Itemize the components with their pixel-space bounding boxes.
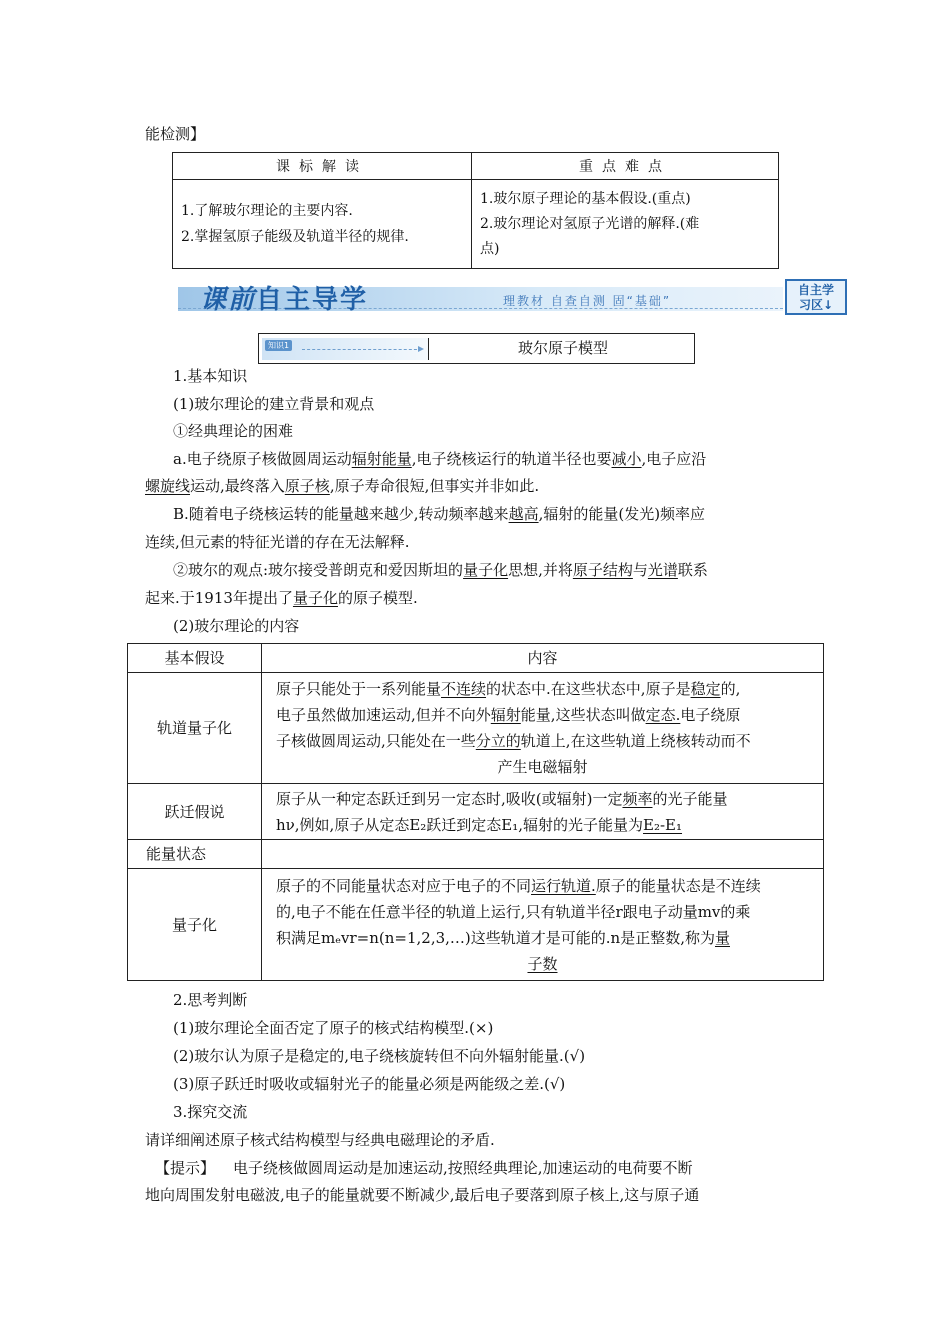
knowledge-tag [262, 338, 429, 360]
text: 的, [720, 680, 741, 698]
text: 思想,并将 [508, 561, 573, 579]
banner-title-a: 课前 [200, 285, 257, 315]
text: 电子绕原 [680, 706, 741, 724]
text: 的原子模型. [337, 589, 418, 607]
text: ,电子绕核运行的轨道半径也要 [411, 450, 612, 468]
text: 的光子能量 [652, 789, 728, 808]
row-name-energy-state: 能量状态 [128, 840, 262, 869]
hint-label: 【提示】 [155, 1159, 216, 1177]
text: ,电子应沿 [641, 450, 707, 468]
paragraph-c-line1 [173, 560, 843, 580]
hint-line2: 地向周围发射电磁波,电子的能量就要不断减少,最后电子要落到原子核上,这与原子通 [145, 1186, 700, 1204]
fill-blank: 量 [714, 928, 730, 947]
knowledge-title: 玻尔原子模型 [517, 339, 608, 357]
goals-right-item: 2.玻尔理论对氢原子光谱的解释.(难 [480, 215, 700, 232]
text: 子核做圆周运动,只能处在一些 [276, 732, 476, 750]
text: 原子从一种定态跃迁到另一定态时,吸收(或辐射)一定 [276, 789, 623, 808]
row-name-transition: 跃迁假说 [128, 784, 262, 840]
fill-blank: 量子化 [292, 589, 338, 607]
text: ,辐射的能量(发光)频率应 [538, 505, 706, 523]
banner-subtitle: 理教材 自查自测 固“基础” [503, 294, 672, 308]
hint-line1 [155, 1158, 825, 1178]
section-banner [178, 277, 850, 317]
text: 原子的能量状态是不连续 [595, 876, 761, 895]
fill-blank: E₂-E₁ [643, 815, 683, 834]
text: 能量,这些状态叫做 [520, 706, 646, 724]
judgment-item: (2)玻尔认为原子是稳定的,电子绕核旋转但不向外辐射能量.(√) [173, 1047, 586, 1065]
row-content-quantization [262, 869, 824, 981]
knowledge-point-box [258, 333, 695, 364]
fill-blank: 辐射 [490, 706, 521, 724]
goals-right-item: 点) [480, 240, 500, 257]
row-content-empty [262, 840, 824, 869]
badge-line1: 自主学 [797, 283, 834, 297]
text: 的状态中.在这些状态中,原子是 [486, 680, 691, 698]
text: 运动,最终落入 [190, 477, 285, 495]
heading-judgment: 2.思考判断 [173, 991, 248, 1009]
heading-theory-content: (2)玻尔理论的内容 [173, 617, 300, 635]
text: ,原子寿命很短,但事实并非如此. [329, 477, 540, 495]
heading-basic-knowledge: 1.基本知识 [173, 367, 248, 385]
section-tail-label: 能检测】 [145, 125, 206, 143]
row-content-transition [262, 784, 824, 840]
fill-blank: 分立的 [475, 732, 521, 750]
content-line [276, 873, 809, 899]
course-goals-table [172, 152, 779, 269]
judgment-item: (1)玻尔理论全面否定了原子的核式结构模型.(×) [173, 1019, 494, 1037]
paragraph-c-line2 [145, 588, 815, 608]
content-line [276, 702, 809, 728]
paragraph-a-line2 [145, 476, 815, 496]
text: 电子绕核做圆周运动是加速运动,按照经典理论,加速运动的电荷要不断 [233, 1159, 693, 1177]
content-line [276, 728, 809, 754]
text: 与 [632, 561, 648, 579]
goals-left-item: 2.掌握氢原子能级及轨道半径的规律. [181, 229, 409, 245]
content-line [276, 951, 809, 977]
fill-blank: 原子结构 [572, 561, 633, 579]
goals-left-cell [173, 180, 472, 269]
col-head-content: 内容 [262, 644, 824, 673]
fill-blank: 定态. [645, 706, 681, 724]
text: hν,例如,原子从定态E₂跃迁到定态E₁,辐射的光子能量为 [276, 815, 644, 834]
judgment-item: (3)原子跃迁时吸收或辐射光子的能量必须是两能级之差.(√) [173, 1075, 566, 1093]
text: 积满足mₑvr=n(n=1,2,3,…)这些轨道才是可能的.n是正整数,称为 [276, 928, 715, 947]
self-study-badge[interactable] [785, 279, 847, 315]
text: 轨道上,在这些轨道上绕核转动而不 [520, 732, 751, 750]
col-head-assumption: 基本假设 [128, 644, 262, 673]
text: B.随着电子绕核运转的能量越来越少,转动频率越来 [173, 505, 509, 523]
content-line [276, 676, 809, 702]
fill-blank: 量子化 [463, 561, 509, 579]
fill-blank: 螺旋线 [145, 477, 191, 495]
row-name-quantization: 量子化 [128, 869, 262, 981]
goals-left-item: 1.了解玻尔理论的主要内容. [181, 203, 353, 219]
text: a.电子绕原子核做圆周运动 [173, 450, 352, 468]
row-name-orbit: 轨道量子化 [128, 673, 262, 784]
row-content-orbit [262, 673, 824, 784]
text: 原子只能处于一系列能量 [276, 680, 442, 698]
knowledge-tag-label: 知识1 [265, 340, 292, 351]
goals-head-right: 重点难点 [472, 153, 779, 180]
text: 联系 [677, 561, 708, 579]
heading-background: (1)玻尔理论的建立背景和观点 [173, 395, 375, 413]
content-line [276, 812, 809, 838]
content-line [276, 925, 809, 951]
fill-blank: 运行轨道. [531, 876, 596, 895]
goals-right-item: 1.玻尔原子理论的基本假设.(重点) [480, 190, 691, 207]
text: 起来.于1913年提出了 [145, 589, 293, 607]
bohr-theory-table [127, 643, 824, 981]
arrow-right-icon [302, 349, 422, 350]
fill-blank: 不连续 [441, 680, 487, 698]
paragraph-a-line1 [173, 449, 843, 469]
fill-blank: 子数 [527, 954, 558, 973]
heading-explore: 3.探究交流 [173, 1103, 248, 1121]
fill-blank: 减小 [611, 450, 642, 468]
content-line: 产生电磁辐射 [497, 758, 588, 776]
paragraph-b-line1 [173, 504, 843, 524]
heading-classical-difficulty: ①经典理论的困难 [173, 422, 294, 440]
fill-blank: 稳定 [690, 680, 721, 698]
explore-question: 请详细阐述原子核式结构模型与经典电磁理论的矛盾. [145, 1131, 495, 1149]
banner-title-b: 自主导学 [256, 285, 369, 315]
fill-blank: 辐射能量 [351, 450, 412, 468]
text: 电子虽然做加速运动,但并不向外 [276, 706, 491, 724]
paragraph-b-line2: 连续,但元素的特征光谱的存在无法解释. [145, 533, 410, 551]
goals-right-cell [472, 180, 779, 269]
goals-head-left: 课标解读 [173, 153, 472, 180]
content-line [276, 786, 809, 812]
text: 原子的不同能量状态对应于电子的不同 [276, 876, 532, 895]
badge-line2: 习区↓ [798, 298, 834, 312]
text: ②玻尔的观点:玻尔接受普朗克和爱因斯坦的 [173, 561, 464, 579]
fill-blank: 原子核 [284, 477, 330, 495]
fill-blank: 光谱 [647, 561, 678, 579]
fill-blank: 频率 [622, 789, 653, 808]
content-line: 的,电子不能在任意半径的轨道上运行,只有轨道半径r跟电子动量mv的乘 [276, 902, 751, 921]
banner-title [200, 279, 368, 316]
fill-blank: 越高 [508, 505, 539, 523]
